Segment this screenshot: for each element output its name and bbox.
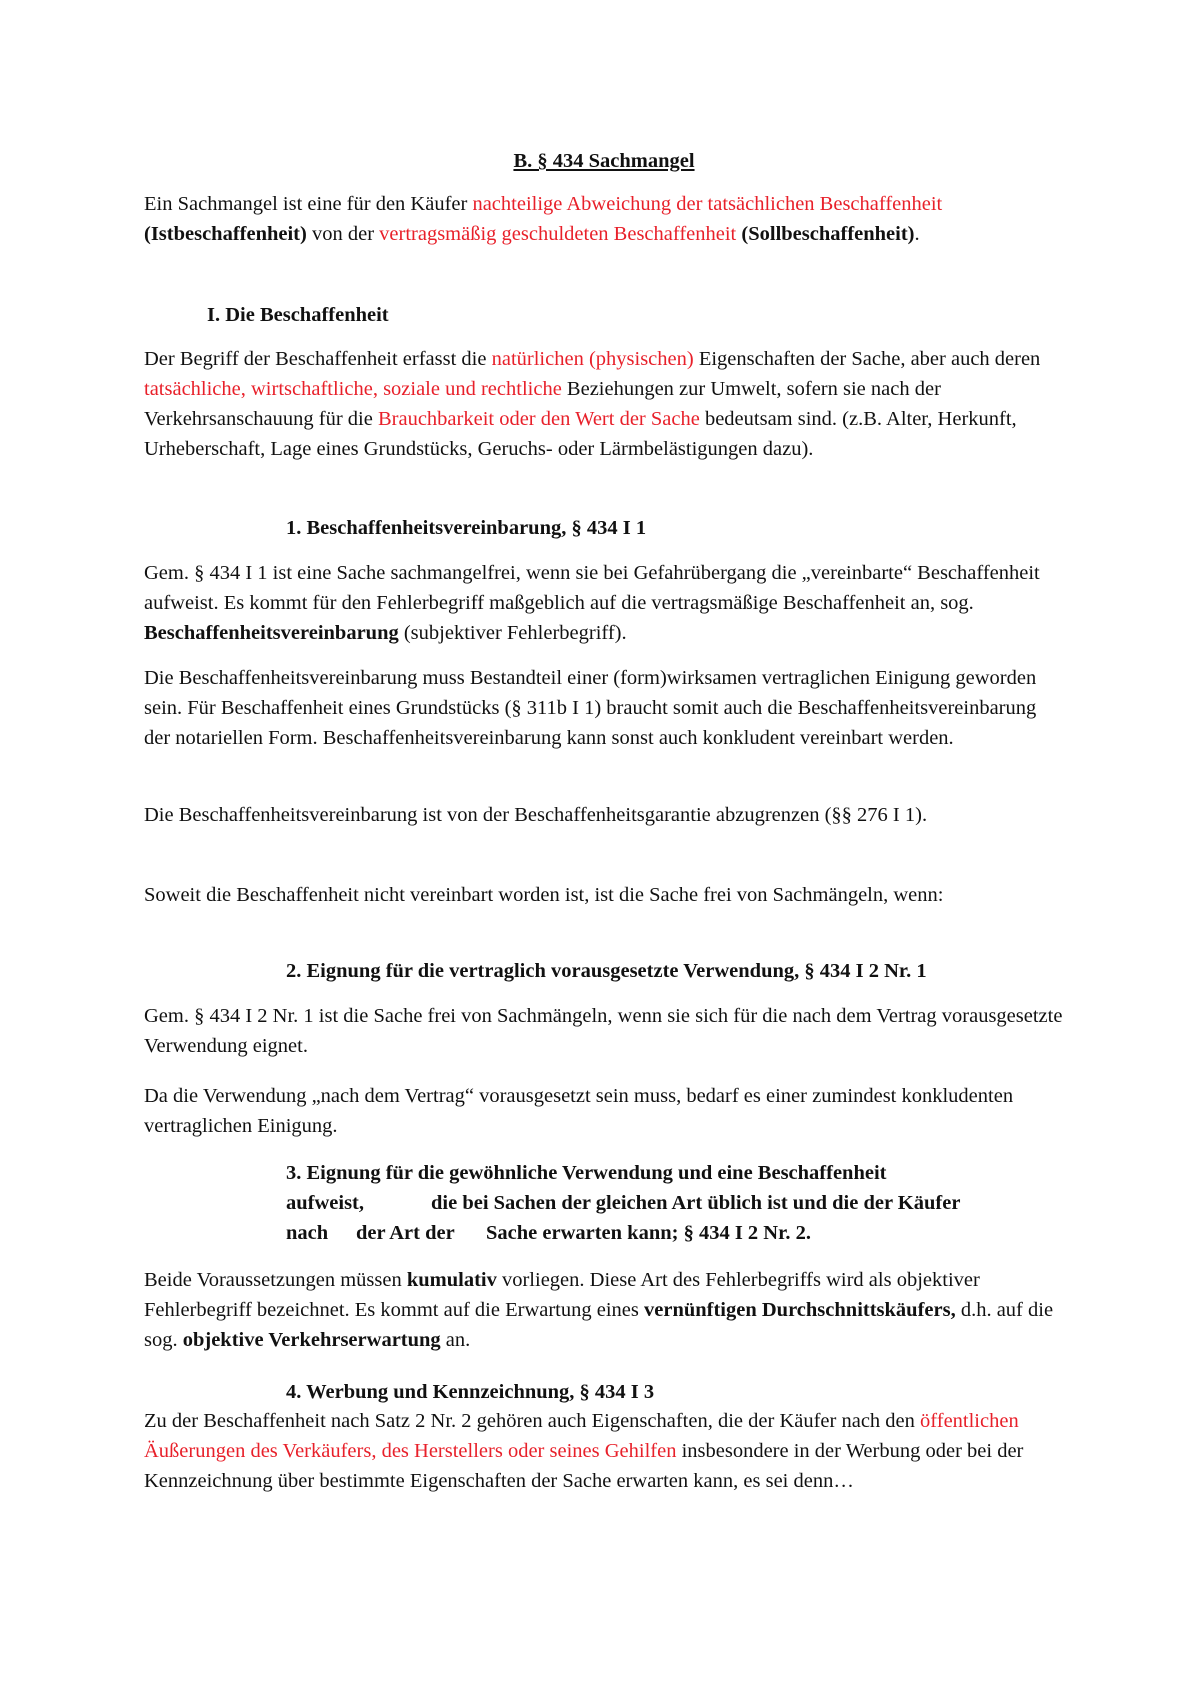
text-run: Zu der Beschaffenheit nach Satz 2 Nr. 2 gehören auch Eigenschaften, die der Käufer nach den bbox=[144, 1410, 921, 1432]
text-run: Eigenschaften der Sache, aber auch deren bbox=[693, 348, 1041, 370]
paragraph-abgrenzung: Die Beschaffenheitsvereinbarung ist von der Beschaffenheitsgarantie abzugrenzen (§§ 276 I 1). bbox=[144, 804, 928, 826]
heading-beschaffenheitsvereinbarung: 1. Beschaffenheitsvereinbarung, § 434 I 1 bbox=[286, 517, 647, 539]
text-run: von der bbox=[306, 223, 380, 245]
text-run: Beziehungen zur Umwelt, sofern sie nach der Verkehrsanschauung für die bbox=[144, 378, 941, 430]
text-run: d.h. auf die sog. bbox=[144, 1299, 1054, 1351]
heading-werbung-kennzeichnung: 4. Werbung und Kennzeichnung, § 434 I 3 bbox=[286, 1381, 655, 1403]
heading-gewoehnliche-verwendung bbox=[286, 1158, 1066, 1248]
heading-word: der Art der bbox=[356, 1222, 455, 1244]
heading-vertragliche-verwendung: 2. Eignung für die vertraglich vorausgesetzte Verwendung, § 434 I 2 Nr. 1 bbox=[286, 960, 927, 982]
paragraph-bestandteil: Die Beschaffenheitsvereinbarung muss Bestandteil einer (form)wirksamen vertraglichen Einigung geworden sein. Für Beschaffenheit eines Grundstücks (§ 311b I 1) braucht somit auch die Beschaffenheitsvereinbarung der notariellen Form. Beschaffenheitsvereinbarung kann sonst auch konkludent vereinbart werden. bbox=[144, 667, 1037, 749]
highlighted-text: vertragsmäßig geschuldeten Beschaffenheit bbox=[379, 223, 737, 245]
paragraph-da-die-verwendung: Da die Verwendung „nach dem Vertrag“ vorausgesetzt sein muss, bedarf es einer zumindest konkludenten vertraglichen Einigung. bbox=[144, 1085, 1014, 1137]
highlighted-text: Brauchbarkeit oder den Wert der Sache bbox=[377, 408, 700, 430]
text-run: bedeutsam sind. (z.B. Alter, Herkunft, Urheberschaft, Lage eines Grundstücks, Geruchs- oder Lärmbelästigungen dazu). bbox=[144, 408, 1017, 460]
text-run: Gem. § 434 I 1 ist eine Sache sachmangelfrei, wenn sie bei Gefahrübergang die „vereinbarte“ Beschaffenheit aufweist. Es kommt für den Fehlerbegriff maßgeblich auf die vertragsmäßige Beschaffenheit an, sog. bbox=[144, 562, 1040, 614]
paragraph-begriff bbox=[144, 344, 1064, 464]
bold-term: vernünftigen Durchschnittskäufers, bbox=[644, 1299, 956, 1321]
paragraph-gem-434-i-2-nr-1: Gem. § 434 I 2 Nr. 1 ist die Sache frei von Sachmängeln, wenn sie sich für die nach dem Vertrag vorausgesetzte Verwendung eignet. bbox=[144, 1005, 1063, 1057]
paragraph-soweit: Soweit die Beschaffenheit nicht vereinbart worden ist, ist die Sache frei von Sachmängeln, wenn: bbox=[144, 884, 944, 906]
paragraph-kumulativ bbox=[144, 1265, 1064, 1355]
heading-line bbox=[286, 1218, 1066, 1248]
text-run: . bbox=[914, 223, 920, 245]
bold-term: (Sollbeschaffenheit) bbox=[741, 223, 915, 245]
heading-line bbox=[286, 1188, 1066, 1218]
heading-line: 3. Eignung für die gewöhnliche Verwendung und eine Beschaffenheit bbox=[286, 1162, 887, 1184]
bold-term: kumulativ bbox=[406, 1269, 497, 1291]
heading-word: aufweist, bbox=[286, 1192, 365, 1214]
text-run: (subjektiver Fehlerbegriff). bbox=[398, 622, 627, 644]
text-run: Der Begriff der Beschaffenheit erfasst die bbox=[144, 348, 492, 370]
text-run: vorliegen. Diese Art des Fehlerbegriffs wird als objektiver Fehlerbegriff bezeichnet. Es kommt auf die Erwartung eines bbox=[144, 1269, 980, 1321]
heading-beschaffenheit: I. Die Beschaffenheit bbox=[207, 304, 389, 326]
paragraph-werbung bbox=[144, 1406, 1064, 1496]
text-run: an. bbox=[440, 1329, 471, 1351]
highlighted-text: tatsächliche, wirtschaftliche, soziale und rechtliche bbox=[144, 378, 562, 400]
document-title: B. § 434 Sachmangel bbox=[513, 150, 695, 172]
highlighted-text: öffentlichen Äußerungen des Verkäufers, des Herstellers oder seines Gehilfen bbox=[144, 1410, 1019, 1462]
text-run: Beide Voraussetzungen müssen bbox=[144, 1269, 407, 1291]
highlighted-text: natürlichen (physischen) bbox=[491, 348, 694, 370]
heading-word: die bei Sachen der gleichen Art üblich ist und die der Käufer bbox=[431, 1192, 961, 1214]
heading-word: Sache erwarten kann; § 434 I 2 Nr. 2. bbox=[486, 1222, 811, 1244]
bold-term: (Istbeschaffenheit) bbox=[144, 223, 307, 245]
bold-term: objektive Verkehrserwartung bbox=[182, 1329, 441, 1351]
heading-word: nach bbox=[286, 1222, 329, 1244]
text-run: Ein Sachmangel ist eine für den Käufer bbox=[144, 193, 473, 215]
text-run: insbesondere in der Werbung oder bei der Kennzeichnung über bestimmte Eigenschaften der Sache erwarten kann, es sei denn… bbox=[144, 1440, 1024, 1492]
paragraph-definition bbox=[144, 189, 1064, 249]
paragraph-gem-434-i-1 bbox=[144, 558, 1064, 648]
highlighted-text: nachteilige Abweichung der tatsächlichen Beschaffenheit bbox=[472, 193, 943, 215]
bold-term: Beschaffenheitsvereinbarung bbox=[144, 622, 399, 644]
